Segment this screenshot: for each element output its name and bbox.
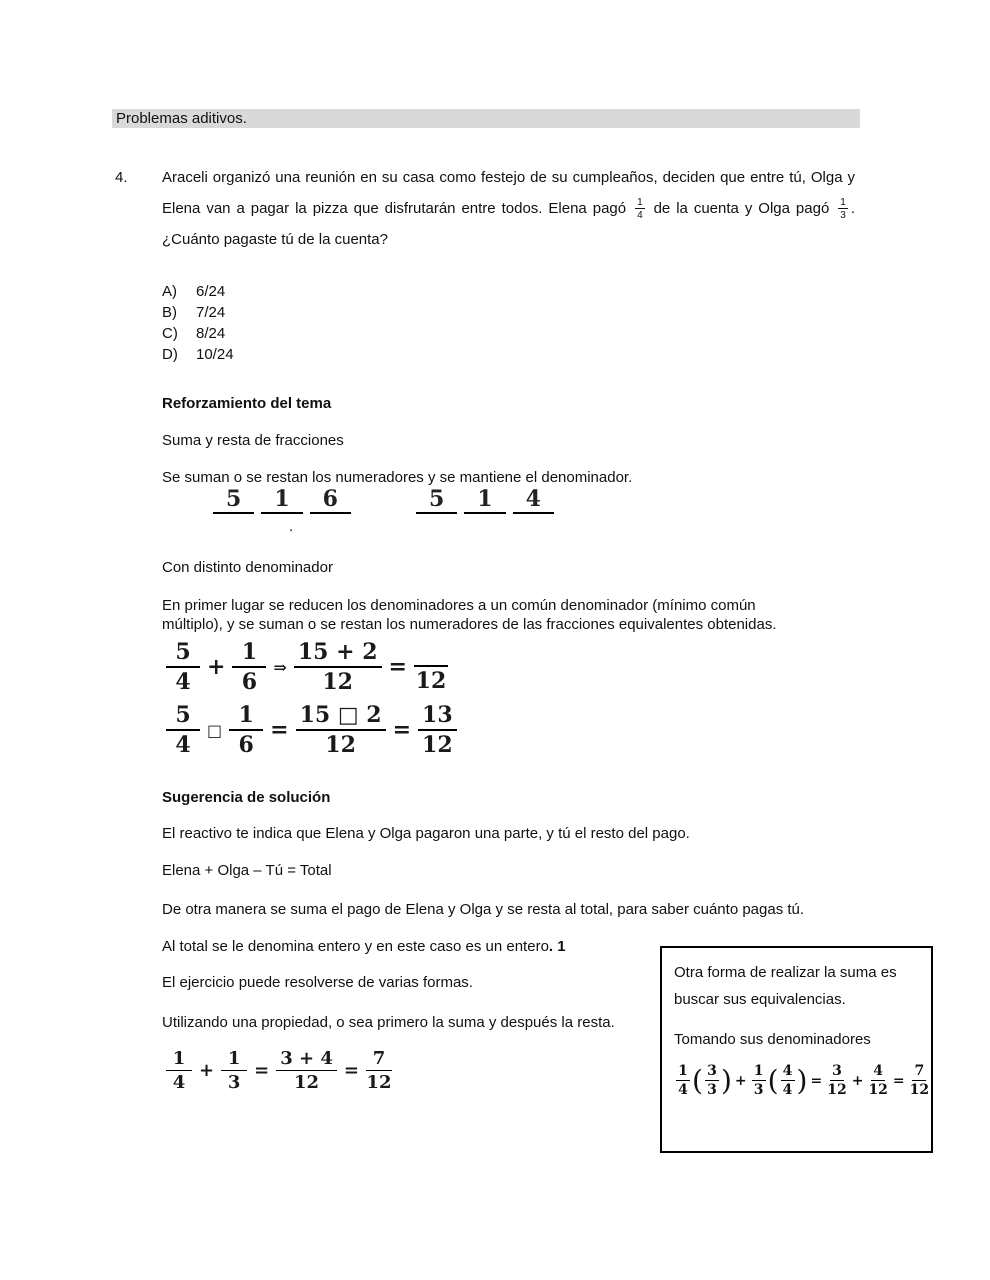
- fraction-denominator: 3: [227, 1072, 241, 1093]
- option-value: 8/24: [196, 325, 226, 342]
- fraction-numerator: 7: [912, 1063, 926, 1081]
- equals-operator: =: [343, 1060, 359, 1081]
- question-part3: . ¿Cuánto pagaste tú de la cuenta?: [162, 200, 855, 248]
- fraction: [294, 639, 382, 695]
- fraction: [229, 702, 263, 758]
- fraction-numerator: 1: [221, 1048, 247, 1071]
- close-paren: ): [720, 1063, 732, 1097]
- sum-example: [213, 487, 358, 514]
- option-d: [162, 344, 234, 365]
- example-number: 4: [513, 487, 554, 514]
- fraction-numerator: 3: [705, 1063, 719, 1081]
- fraction: [752, 1063, 766, 1098]
- options-list: [162, 281, 234, 365]
- equals-operator: =: [892, 1072, 905, 1089]
- fraction-denominator: 12: [415, 667, 447, 694]
- solution-p2: Elena + Olga – Tú = Total: [162, 862, 332, 879]
- fraction-denominator: 4: [175, 732, 191, 758]
- fraction-denominator: 3: [840, 210, 846, 222]
- fraction-denominator: 6: [241, 669, 258, 695]
- option-value: 6/24: [196, 283, 226, 300]
- open-paren: (: [767, 1063, 779, 1097]
- fraction-denominator: 4: [782, 1082, 793, 1098]
- fraction-numerator: 3: [830, 1063, 844, 1081]
- fraction: [827, 1063, 846, 1098]
- solution-p5: El ejercicio puede resolverse de varias formas.: [162, 974, 473, 991]
- distinct-denominator-title: Con distinto denominador: [162, 559, 333, 576]
- fraction: [705, 1063, 719, 1098]
- equation-sum-distinct-denominators: [162, 639, 452, 695]
- option-letter: C): [162, 325, 178, 342]
- equals-operator: =: [270, 717, 289, 743]
- question-block: [115, 162, 855, 255]
- option-value: 7/24: [196, 304, 226, 321]
- option-value: 10/24: [196, 346, 234, 363]
- stray-dot: .: [289, 518, 294, 535]
- open-paren: (: [692, 1063, 703, 1097]
- fraction-numerator: 1: [166, 1048, 192, 1071]
- plus-operator: +: [851, 1072, 864, 1089]
- section-header-bar: [112, 109, 860, 128]
- question-number: 4.: [115, 169, 128, 186]
- fraction-denominator: 12: [422, 732, 453, 758]
- solution-p4-normal: Al total se le denomina entero y en este caso es un entero: [162, 938, 549, 955]
- equals-operator: =: [254, 1060, 270, 1081]
- example-number: 6: [310, 487, 351, 514]
- sidebox-text1: Otra forma de realizar la suma es buscar sus equivalencias.: [674, 964, 897, 1008]
- fraction-numerator: 4: [871, 1063, 885, 1081]
- fraction-numerator: 7: [366, 1048, 392, 1071]
- fraction-denominator: 12: [325, 732, 356, 758]
- option-c: [162, 323, 234, 344]
- fraction-numerator: 13: [418, 702, 457, 731]
- option-letter: D): [162, 346, 178, 363]
- equation-final-solution: [162, 1048, 396, 1093]
- fraction: [910, 1063, 929, 1098]
- fraction: [221, 1048, 247, 1093]
- reinforcement-intro: Se suman o se restan los numeradores y se mantiene el denominador.: [162, 469, 633, 486]
- fraction: [166, 1048, 192, 1093]
- option-letter: A): [162, 283, 177, 300]
- fraction-numerator: 1: [752, 1063, 766, 1081]
- fraction-denominator: 4: [175, 669, 191, 695]
- plus-operator: +: [207, 654, 226, 680]
- fraction-denominator: 3: [753, 1082, 764, 1098]
- inline-fraction-one-third: [838, 197, 848, 221]
- solution-p1: El reactivo te indica que Elena y Olga pagaron una parte, y tú el resto del pago.: [162, 825, 690, 842]
- solution-p3: De otra manera se suma el pago de Elena y Olga y se resta al total, para saber cuánto pagas tú.: [162, 901, 805, 918]
- option-a: [162, 281, 234, 302]
- fraction-denominator: 3: [707, 1082, 717, 1098]
- fraction: [276, 1048, 337, 1093]
- equals-operator: =: [388, 654, 407, 680]
- example-number: 1: [261, 487, 302, 514]
- fraction-numerator: 3 + 4: [276, 1048, 337, 1071]
- reinforcement-subtitle: Suma y resta de fracciones: [162, 432, 344, 449]
- reinforcement-title: Reforzamiento del tema: [162, 395, 332, 412]
- fraction-denominator: 4: [637, 210, 643, 222]
- equation-missing-operator: [162, 702, 461, 758]
- fraction: [418, 702, 457, 758]
- question-part2: de la cuenta y Olga pagó: [653, 200, 830, 217]
- alternative-method-box: [660, 946, 933, 1153]
- fraction-numerator: 1: [637, 197, 643, 209]
- fraction-numerator: 1: [229, 702, 263, 731]
- fraction-numerator: 1: [676, 1063, 690, 1081]
- example-number: 5: [213, 487, 254, 514]
- fraction-numerator: 15 + 2: [294, 639, 382, 668]
- fraction-denominator: 12: [366, 1072, 392, 1093]
- subtraction-example: [416, 487, 561, 514]
- fraction: [232, 639, 266, 695]
- example-number: 5: [416, 487, 457, 514]
- plus-operator: +: [734, 1072, 747, 1089]
- fraction-numerator: 4: [781, 1063, 795, 1081]
- solution-p4-bold: . 1: [548, 938, 566, 955]
- fraction-numerator: 5: [166, 639, 200, 668]
- solution-title: Sugerencia de solución: [162, 789, 331, 806]
- fraction-numerator: [414, 640, 448, 666]
- option-letter: B): [162, 304, 177, 321]
- plus-operator: +: [199, 1060, 215, 1081]
- fraction-denominator: 6: [238, 732, 254, 758]
- question-part1: Araceli organizó una reunión en su casa como festejo de su cumpleaños, deciden que entre tú, Olga y Elena van a pagar la pizza que disfrutarán entre todos. Elena pagó: [162, 169, 855, 217]
- fraction-denominator: 12: [827, 1082, 847, 1098]
- fraction: [296, 702, 386, 758]
- implies-operator: ⇒: [273, 657, 287, 677]
- fraction: [166, 639, 200, 695]
- section-header-title: Problemas aditivos.: [116, 110, 247, 127]
- fraction-numerator: 1: [840, 197, 846, 209]
- fraction-denominator: 12: [868, 1082, 888, 1098]
- fraction-denominator: 12: [909, 1082, 930, 1098]
- same-denominator-examples: [213, 487, 561, 514]
- question-text: [162, 162, 855, 255]
- fraction: [366, 1048, 392, 1093]
- solution-p6: Utilizando una propiedad, o sea primero la suma y después la resta.: [162, 1014, 615, 1031]
- example-number: 1: [464, 487, 505, 514]
- fraction: [868, 1063, 887, 1098]
- fraction: [166, 702, 200, 758]
- close-paren: ): [796, 1063, 808, 1097]
- fraction-numerator: 5: [166, 702, 200, 731]
- fraction: [676, 1063, 690, 1098]
- fraction-denominator: 12: [293, 1072, 320, 1093]
- fraction-denominator: 12: [322, 669, 353, 695]
- sidebox-text2: Tomando sus denominadores: [674, 1031, 871, 1048]
- fraction-denominator: 4: [172, 1072, 186, 1093]
- option-b: [162, 302, 234, 323]
- fraction-numerator: 15 □ 2: [296, 702, 386, 731]
- inline-fraction-one-fourth: [635, 197, 645, 221]
- solution-p4: [162, 938, 566, 955]
- fraction: [781, 1063, 795, 1098]
- fraction-blank-numerator: [414, 640, 448, 693]
- fraction-denominator: 4: [678, 1082, 688, 1098]
- equation-equivalences: [674, 1063, 930, 1098]
- missing-operator-box: □: [207, 720, 223, 740]
- equals-operator: =: [392, 717, 412, 743]
- fraction-numerator: 1: [232, 639, 266, 668]
- distinct-denominator-text: En primer lugar se reducen los denominadores a un común denominador (mínimo común múltiplo), y se suman o se restan los numeradores de las fracciones equivalentes obtenidas.: [162, 597, 777, 633]
- equals-operator: =: [810, 1072, 823, 1089]
